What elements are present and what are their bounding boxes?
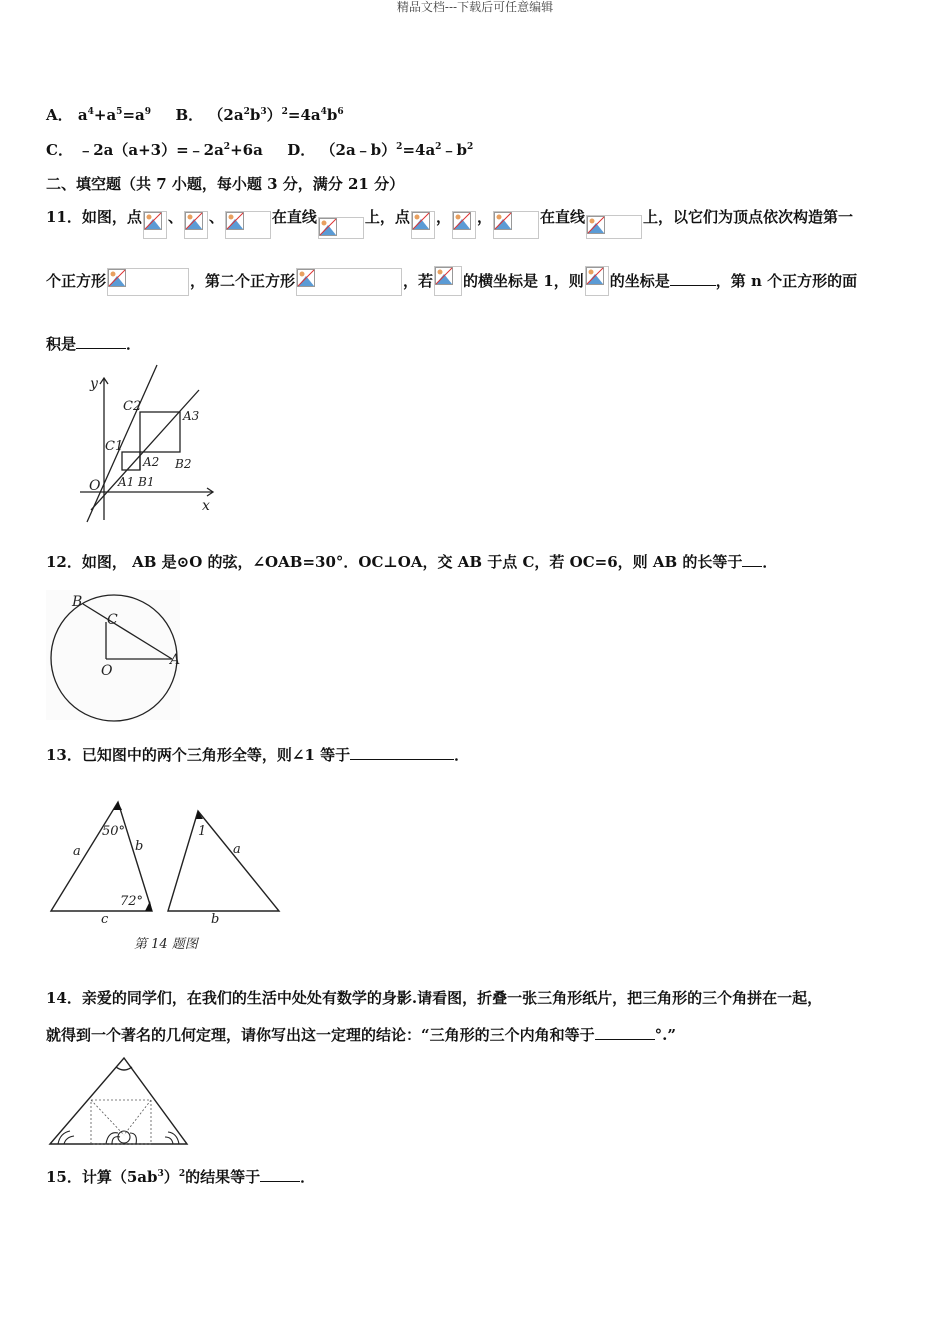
q15-text: 的结果等于 (185, 1168, 261, 1186)
option-c-expr: ﹣2a（a+3）=﹣2a (78, 141, 224, 159)
missing-image-icon (296, 268, 402, 296)
options-cd (46, 139, 473, 160)
label-72-deg: 72° (120, 894, 144, 909)
sup: 6 (337, 107, 344, 117)
broken-image-icon (108, 269, 126, 287)
q11-line-1 (46, 195, 853, 225)
option-b-label: B． (175, 106, 204, 124)
label-B1: B1 (138, 475, 155, 489)
sup: 4 (87, 107, 94, 117)
broken-image-icon (435, 267, 453, 285)
q15-text: 15．计算（5ab (46, 1168, 158, 1186)
missing-image-icon (493, 211, 539, 239)
answer-blank[interactable] (595, 1039, 655, 1040)
figure-caption: 第 14 题图 (134, 937, 198, 952)
q13-text: 13．已知图中的两个三角形全等，则∠1 等于 (46, 746, 351, 764)
q14-line-1: 14．亲爱的同学们，在我们的生活中处处有数学的身影.请看图，折叠一张三角形纸片，把三角形的三个角拼在一起， (46, 989, 823, 1007)
center-arc-4 (130, 1133, 136, 1144)
broken-image-icon (319, 218, 337, 236)
broken-image-icon (453, 212, 471, 230)
missing-image-icon (184, 211, 208, 239)
broken-image-icon (412, 212, 430, 230)
answer-blank[interactable] (742, 566, 762, 567)
options-ab (46, 104, 344, 125)
missing-image-icon (585, 266, 609, 296)
option-c-expr: +6a (230, 141, 263, 159)
fold-diagonal-left (91, 1100, 124, 1135)
label-50-deg: 50° (102, 824, 126, 839)
label-b-right: b (211, 912, 220, 927)
sup: 2 (396, 142, 403, 152)
missing-image-icon (411, 211, 435, 239)
label-A3: A3 (183, 409, 200, 423)
sup: 5 (116, 107, 123, 117)
answer-blank[interactable] (260, 1181, 300, 1182)
option-c-label: C． (46, 141, 73, 159)
angle-mark-72 (145, 901, 152, 911)
option-d-expr: （2a﹣b） (320, 141, 397, 159)
q11-text: 个正方形 (46, 272, 107, 290)
sup: 2 (435, 142, 442, 152)
q15-text: ） (163, 1168, 179, 1186)
q13-text: ． (454, 746, 470, 764)
q11-text: 上，以它们为顶点依次构造第一 (642, 208, 853, 226)
label-A1: A1 (118, 475, 135, 489)
missing-image-icon (452, 211, 476, 239)
right-angle-arc-2 (165, 1137, 173, 1144)
broken-image-icon (494, 212, 512, 230)
broken-image-icon (226, 212, 244, 230)
q14-text: °.” (654, 1026, 676, 1044)
label-C1: C1 (105, 439, 124, 454)
missing-image-icon (143, 211, 167, 239)
label-B2: B2 (175, 457, 192, 471)
q11-text: 的坐标是 (609, 272, 670, 290)
q11-text: 积是 (46, 335, 77, 353)
broken-image-icon (297, 269, 315, 287)
option-a-expr: =a (122, 106, 145, 124)
missing-image-icon (318, 217, 364, 239)
q11-text: 、 (167, 208, 183, 226)
option-a-expr: a (77, 106, 88, 124)
q12-line (46, 551, 777, 572)
option-d-label: D． (287, 141, 316, 159)
label-A: A (170, 652, 181, 668)
square-1 (122, 452, 140, 470)
q11-text: ，若 (403, 272, 434, 290)
q11-line-3 (46, 333, 141, 354)
q11-text: ． (126, 335, 142, 353)
label-x: x (202, 498, 210, 514)
fold-diagonal-right (124, 1100, 151, 1135)
q14-text: 就得到一个著名的几何定理，请你写出这一定理的结论：“三角形的三个内角和等于 (46, 1026, 595, 1044)
sup: 4 (320, 107, 327, 117)
fold-lines (91, 1100, 151, 1144)
label-C2: C2 (123, 399, 142, 414)
sup: 3 (260, 107, 267, 117)
label-angle-1: 1 (198, 824, 207, 839)
sup: 2 (178, 1169, 186, 1179)
q11-text: ， (435, 208, 451, 226)
q14-figure (46, 1055, 191, 1150)
q11-text: 上，点 (364, 208, 410, 226)
sup: 9 (144, 107, 151, 117)
q11-text: 在直线 (271, 208, 317, 226)
broken-image-icon (587, 216, 605, 234)
q13-line (46, 744, 469, 765)
q11-text: ，第二个正方形 (190, 272, 296, 290)
q13-figure (46, 795, 286, 955)
q11-line-2 (46, 266, 857, 296)
q12-text: ． (762, 553, 778, 571)
option-d-expr: ﹣b (441, 141, 467, 159)
label-a-left: a (73, 844, 81, 859)
answer-blank[interactable] (670, 285, 716, 286)
option-b-expr: b (326, 106, 338, 124)
label-O: O (101, 663, 113, 679)
q11-text: 、 (208, 208, 224, 226)
broken-image-icon (185, 212, 203, 230)
option-b-expr: （2a (208, 106, 244, 124)
label-O: O (89, 478, 101, 494)
option-d-expr: =4a (402, 141, 436, 159)
missing-image-icon (434, 266, 462, 296)
page-header: 精品文档---下载后可任意编辑 (396, 0, 554, 14)
option-b-expr: =4a (287, 106, 321, 124)
label-a-right: a (233, 842, 241, 857)
q11-text: 在直线 (539, 208, 585, 226)
q15-text: ． (300, 1168, 316, 1186)
broken-image-icon (586, 267, 604, 285)
label-b-left: b (135, 839, 144, 854)
sup: 2 (223, 142, 231, 152)
label-C: C (107, 612, 118, 628)
answer-blank[interactable] (350, 759, 454, 760)
q12-text: 12．如图， AB 是⊙O 的弦，∠OAB=30°．OC⊥OA，交 AB 于点 C，若 OC=6，则 AB 的长等于 (46, 553, 743, 571)
option-b-expr: ） (266, 106, 282, 124)
option-a-expr: +a (93, 106, 117, 124)
missing-image-icon (225, 211, 271, 239)
triangle-right (168, 811, 279, 911)
sup: 2 (466, 142, 474, 152)
label-y: y (90, 376, 98, 392)
q12-figure (46, 590, 186, 722)
q11-text: 11．如图，点 (46, 208, 142, 226)
sup: 2 (243, 107, 250, 117)
q11-text: ，第 n 个正方形的面 (715, 272, 858, 290)
q11-text: ， (476, 208, 492, 226)
missing-image-icon (586, 215, 642, 239)
left-angle-arc-2 (64, 1136, 74, 1144)
q14-line-2 (46, 1024, 676, 1045)
missing-image-icon (107, 268, 189, 296)
q11-figure (75, 370, 220, 530)
broken-image-icon (144, 212, 162, 230)
label-A2: A2 (143, 455, 160, 469)
q15-line (46, 1166, 315, 1187)
label-c-left: c (101, 912, 109, 927)
section-2-title: 二、填空题（共 7 小题，每小题 3 分，满分 21 分） (46, 175, 405, 193)
option-b-expr: b (249, 106, 261, 124)
answer-blank[interactable] (76, 348, 126, 349)
angle-mark-50 (113, 802, 122, 810)
option-a-label: A． (46, 106, 73, 124)
sup: 2 (281, 107, 288, 117)
folded-triangle (50, 1058, 187, 1144)
label-B: B (72, 594, 83, 610)
sup: 3 (157, 1169, 164, 1179)
q11-text: 的横坐标是 1，则 (463, 272, 584, 290)
top-angle-arc (116, 1067, 132, 1070)
